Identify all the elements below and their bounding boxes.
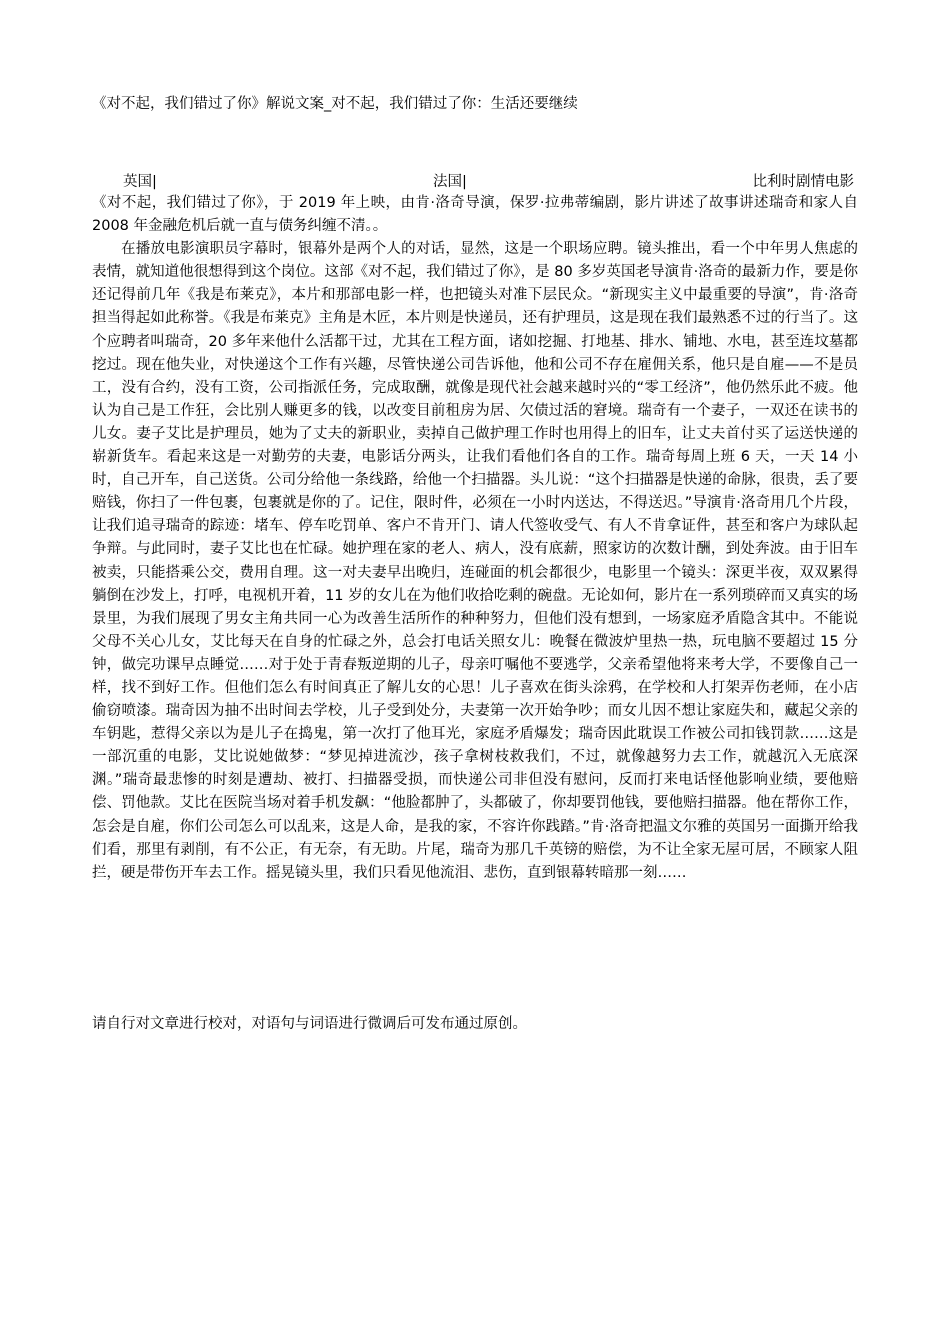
intro-paragraph: 《对不起，我们错过了你》，于 2019 年上映，由肯·洛奇导演，保罗·拉弗蒂编剧，影片讲述了故事讲述瑞奇和家人自 2008 年金融危机后就一直与债务纠缠不清。。 [92,195,858,235]
main-paragraph: 在播放电影演职员字幕时，银幕外是两个人的对话，显然，这是一个职场应聘。镜头推出，看一个中年男人焦虑的表情，就知道他很想得到这个岗位。这部《对不起，我们错过了你》，是 80 多岁英国老导演肯·洛奇的最新力作，要是你还记得前几年《我是布莱克》，本片和那部电影一样，也把镜头对准下层民众。“新现实主义中最重要的导演”，肯·洛奇担当得起如此称誉。《我是布莱克》主角是木匠，本片则是快递员，还有护理员，这是现在我们最熟悉不过的行当了。这个应聘者叫瑞奇，20 多年来他什么活都干过，尤其在工程方面，诸如挖掘、打地基、排水、铺地、水电，甚至连坟墓都挖过。现在他失业，对快递这个工作有兴趣，尽管快递公司告诉他，他和公司不存在雇佣关系，他只是自雇——不是员工，没有合约，没有工资，公司指派任务，完成取酬，就像是现代社会越来越时兴的“零工经济”，他仍然乐此不疲。他认为自己是工作狂，会比别人赚更多的钱，以改变目前租房为居、欠债过活的窘境。瑞奇有一个妻子，一双还在读书的儿女。妻子艾比是护理员，她为了丈夫的新职业，卖掉自己做护理工作时也用得上的旧车，让丈夫首付买了运送快递的崭新货车。看起来这是一对勤劳的夫妻，电影话分两头，让我们看他们各自的工作。瑞奇每周上班 6 天，一天 14 小时，自己开车，自己送货。公司分给他一条线路，给他一个扫描器。头儿说：“这个扫描器是快递的命脉，很贵，丢了要赔钱，你扫了一件包裹，包裹就是你的了。记住，限时件，必须在一小时内送达，不得送迟。”导演肯·洛奇用几个片段，让我们追寻瑞奇的踪迹：堵车、停车吃罚单、客户不肯开门、请人代签收受气、有人不肯拿证件，甚至和客户为球队起争辩。与此同时，妻子艾比也在忙碌。她护理在家的老人、病人，没有底薪，照家访的次数计酬，到处奔波。由于旧车被卖，只能搭乘公交，费用自理。这一对夫妻早出晚归，连碰面的机会都很少，电影里一个镜头：深更半夜，双双累得躺倒在沙发上，打呼，电视机开着，11 岁的女儿在为他们收拾吃剩的碗盘。无论如何，影片在一系列琐碎而又真实的场景里，为我们展现了男女主角共同一心为改善生活所作的种种努力，但他们没有想到，一场家庭矛盾隐含其中。不能说父母不关心儿女，艾比每天在自身的忙碌之外，总会打电话关照女儿：晚餐在微波炉里热一热，玩电脑不要超过 15 分钟，做完功课早点睡觉……对于处于青春叛逆期的儿子，母亲叮嘱他不要逃学，父亲希望他将来考大学，不要像自己一样，找不到好工作。但他们怎么有时间真正了解儿女的心思！儿子喜欢在街头涂鸦，在学校和人打架弄伤老师，在小店偷窃喷漆。瑞奇因为抽不出时间去学校，儿子受到处分，夫妻第一次开始争吵；而女儿因不想让家庭失和，藏起父亲的车钥匙，惹得父亲以为是儿子在捣鬼，第一次打了他耳光，家庭矛盾爆发；瑞奇因此耽误工作被公司扣钱罚款……这是一部沉重的电影，艾比说她做梦：“梦见掉进流沙，孩子拿树枝救我们，不过，就像越努力去工作，就越沉入无底深渊。”瑞奇最悲惨的时刻是遭劫、被打、扫描器受损，而快递公司非但没有慰问，反而打来电话怪他影响业绩，要他赔偿、罚他款。艾比在医院当场对着手机发飙：“他脸都肿了，头都破了，你却要罚他钱，要他赔扫描器。他在帮你工作，怎会是自雇，你们公司怎么可以乱来，这是人命，是我的家，不容许你践踏。”肯·洛奇把温文尔雅的英国另一面撕开给我们看，那里有剥削，有不公正，有无奈，有无助。片尾，瑞奇为那几千英镑的赔偿，为不让全家无屋可居，不顾家人阻拦，硬是带伤开车去工作。摇晃镜头里，我们只看见他流泪、悲伤，直到银幕转暗那一刻…… [92,241,858,881]
proofreading-note: 请自行对文章进行校对，对语句与词语进行微调后可发布通过原创。 [92,1016,527,1032]
meta-country-france: 法国| [433,174,467,190]
article-body [92,192,858,885]
meta-genre: 比利时剧情电影 [752,174,854,190]
document-title: 《对不起，我们错过了你》解说文案_对不起，我们错过了你：生活还要继续 [92,96,578,112]
meta-country-uk: 英国| [123,174,157,190]
film-meta-line [92,172,858,192]
